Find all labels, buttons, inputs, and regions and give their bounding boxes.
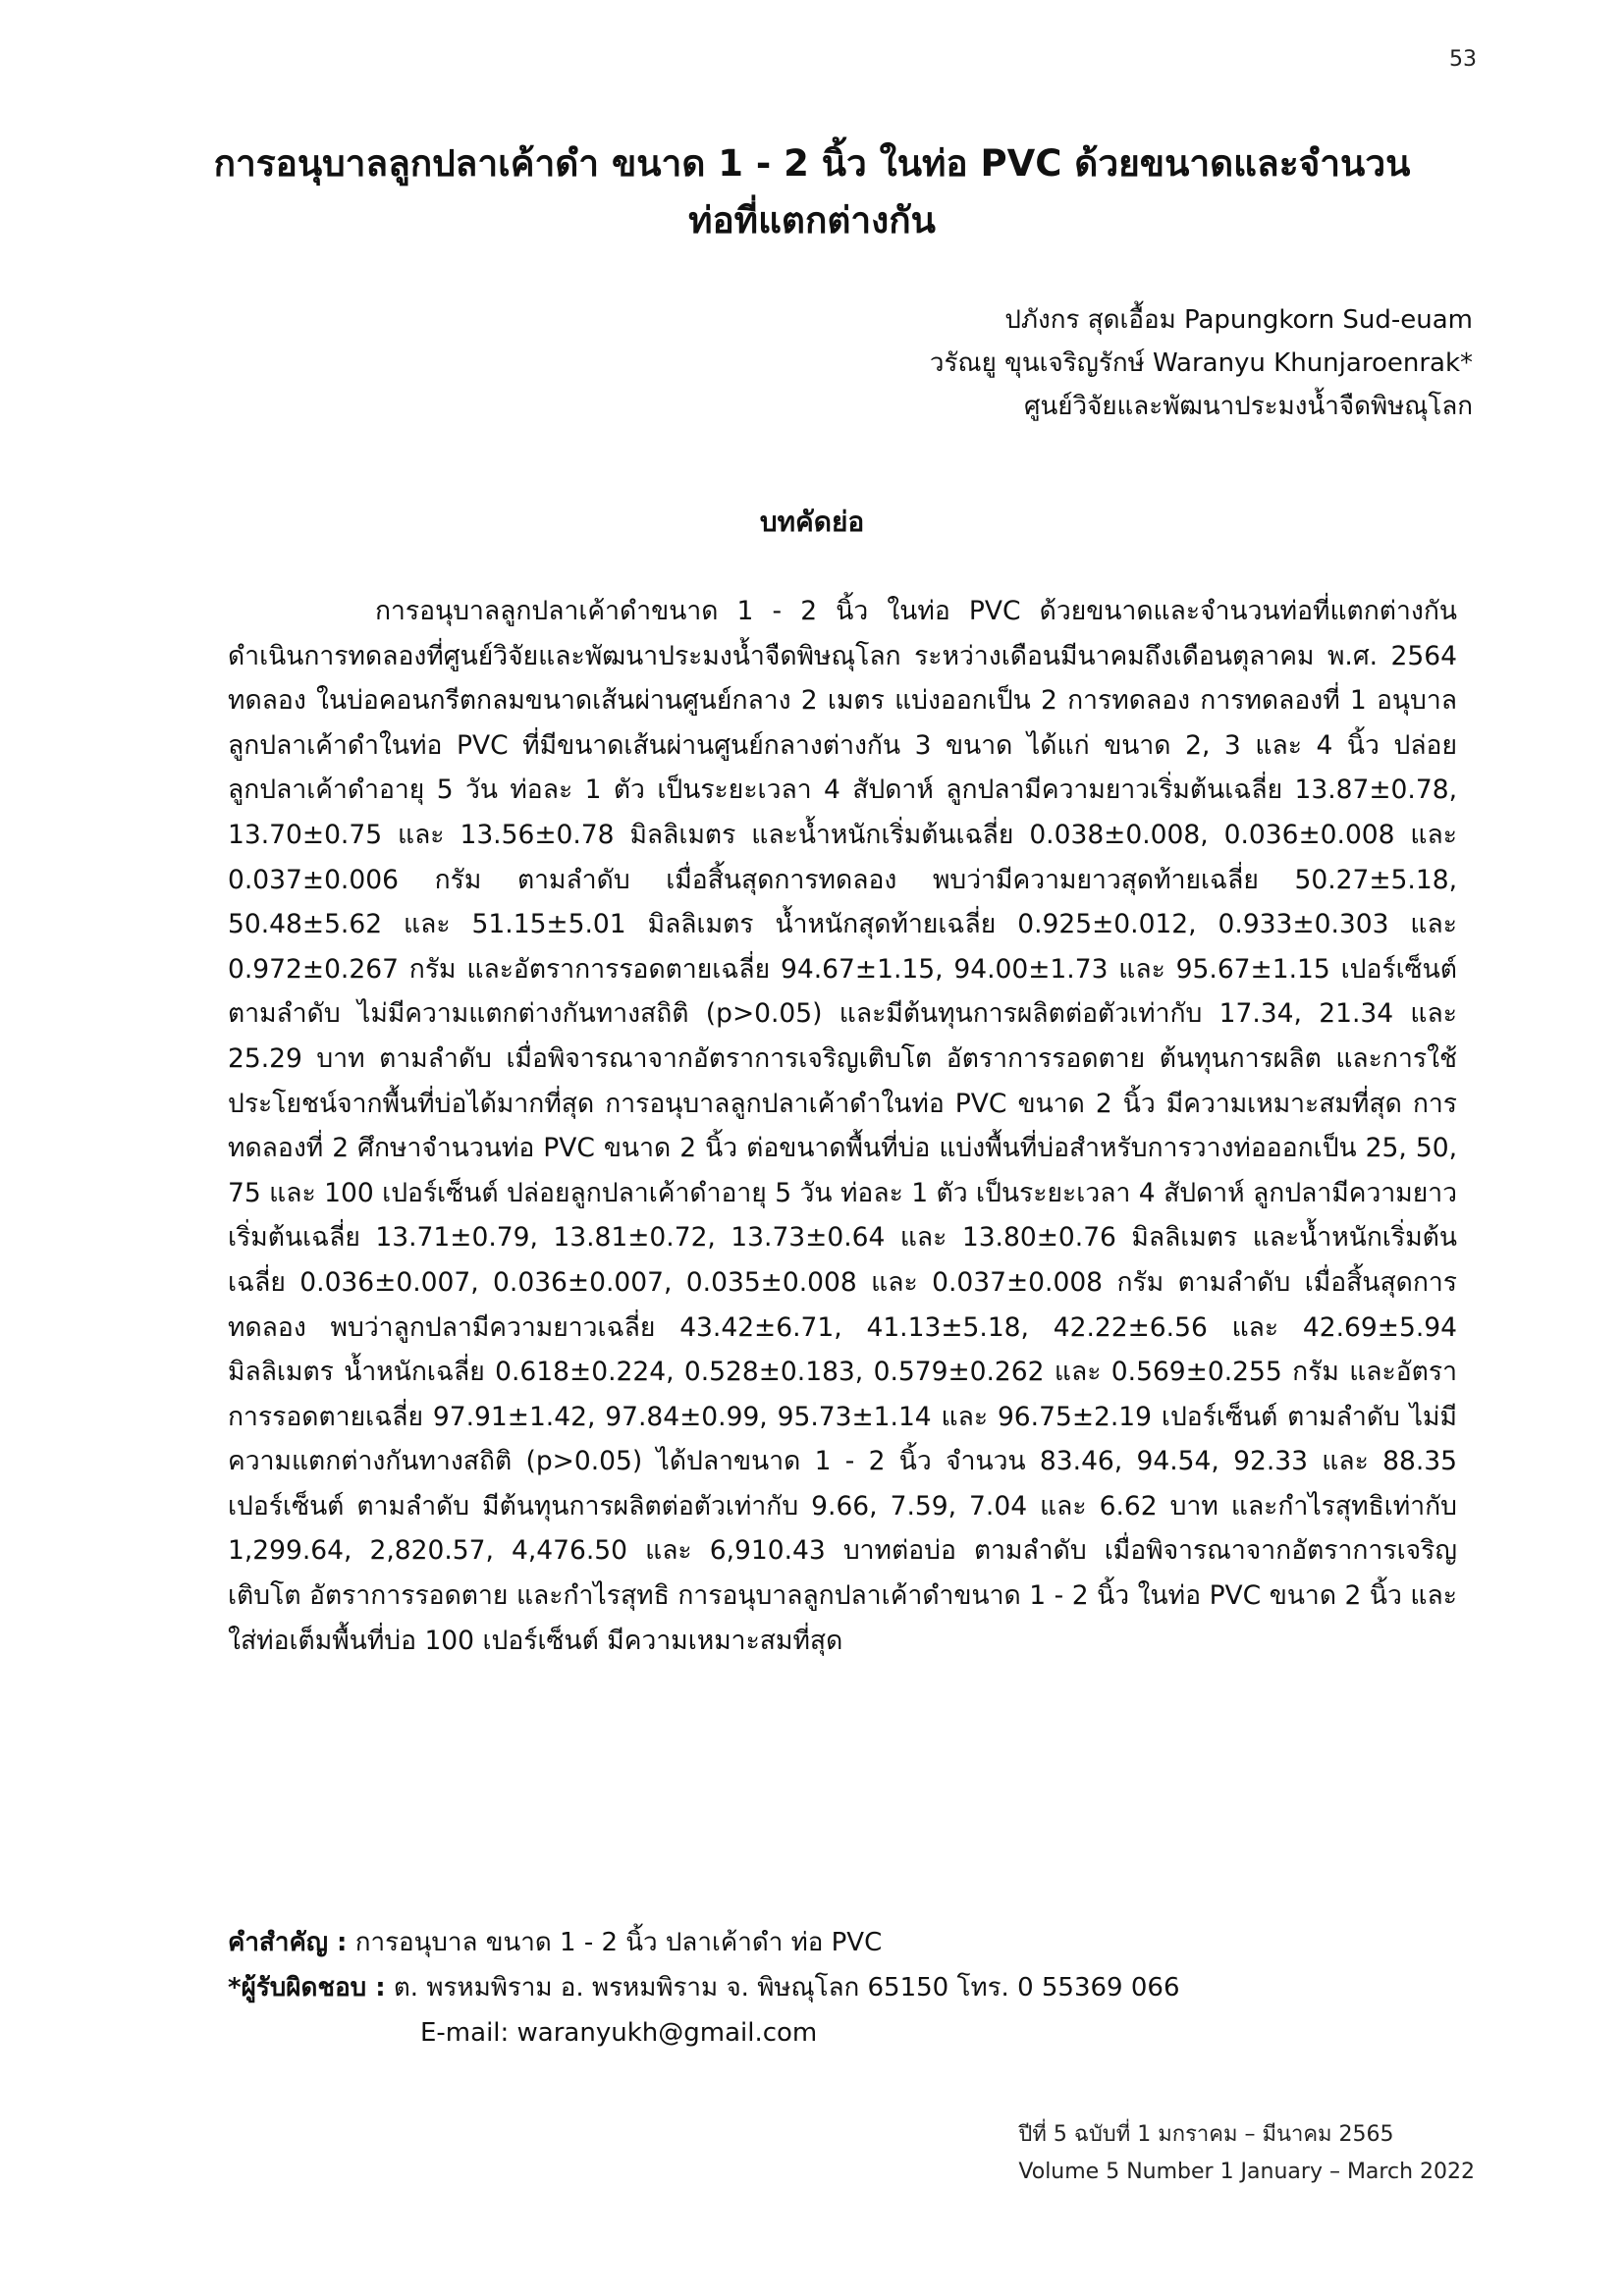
abstract-body: การอนุบาลลูกปลาเค้าดำขนาด 1 - 2 นิ้ว ในท่อ PVC ด้วยขนาดและจำนวนท่อที่แตกต่างกัน ดำเนินการทดลองที่ศูนย์วิจัยและพัฒนาประมงน้ำจืดพิษณุโลก ระหว่างเดือนมีนาคมถึงเดือนตุลาคม พ.ศ. 2564 ทดลอง ในบ่อคอนกรีตกลมขนาดเส้นผ่านศูนย์กลาง 2 เมตร แบ่งออกเป็น 2 การทดลอง การทดลองที่ 1 อนุบาลลูกปลาเค้าดำในท่อ PVC ที่มีขนาดเส้นผ่านศูนย์กลางต่างกัน 3 ขนาด ได้แก่ ขนาด 2, 3 และ 4 นิ้ว ปล่อยลูกปลาเค้าดำอายุ 5 วัน ท่อละ 1 ตัว เป็นระยะเวลา 4 สัปดาห์ ลูกปลามีความยาวเริ่มต้นเฉลี่ย 13.87±0.78, 13.70±0.75 และ 13.56±0.78 มิลลิเมตร และน้ำหนักเริ่มต้นเฉลี่ย 0.038±0.008, 0.036±0.008 และ 0.037±0.006 กรัม ตามลำดับ เมื่อสิ้นสุดการทดลอง พบว่ามีความยาวสุดท้ายเฉลี่ย 50.27±5.18, 50.48±5.62 และ 51.15±5.01 มิลลิเมตร น้ำหนักสุดท้ายเฉลี่ย 0.925±0.012, 0.933±0.303 และ 0.972±0.267 กรัม และอัตราการรอดตายเฉลี่ย 94.67±1.15, 94.00±1.73 และ 95.67±1.15 เปอร์เซ็นต์ ตามลำดับ ไม่มีความแตกต่างกันทางสถิติ (p>0.05) และมีต้นทุนการผลิตต่อตัวเท่ากับ 17.34, 21.34 และ 25.29 บาท ตามลำดับ เมื่อพิจารณาจากอัตราการเจริญเติบโต อัตราการรอดตาย ต้นทุนการผลิต และการใช้ประโยชน์จากพื้นที่บ่อได้มากที่สุด การอนุบาลลูกปลาเค้าดำในท่อ PVC ขนาด 2 นิ้ว มีความเหมาะสมที่สุด การทดลองที่ 2 ศึกษาจำนวนท่อ PVC ขนาด 2 นิ้ว ต่อขนาดพื้นที่บ่อ แบ่งพื้นที่บ่อสำหรับการวางท่อออกเป็น 25, 50, 75 และ 100 เปอร์เซ็นต์ ปล่อยลูกปลาเค้าดำอายุ 5 วัน ท่อละ 1 ตัว เป็นระยะเวลา 4 สัปดาห์ ลูกปลามีความยาวเริ่มต้นเฉลี่ย 13.71±0.79, 13.81±0.72, 13.73±0.64 และ 13.80±0.76 มิลลิเมตร และน้ำหนักเริ่มต้นเฉลี่ย 0.036±0.007, 0.036±0.007, 0.035±0.008 และ 0.037±0.008 กรัม ตามลำดับ เมื่อสิ้นสุดการทดลอง พบว่าลูกปลามีความยาวเฉลี่ย 43.42±6.71, 41.13±5.18, 42.22±6.56 และ 42.69±5.94 มิลลิเมตร น้ำหนักเฉลี่ย 0.618±0.224, 0.528±0.183, 0.579±0.262 และ 0.569±0.255 กรัม และอัตราการรอดตายเฉลี่ย 97.91±1.42, 97.84±0.99, 95.73±1.14 และ 96.75±2.19 เปอร์เซ็นต์ ตามลำดับ ไม่มีความแตกต่างกันทางสถิติ (p>0.05) ได้ปลาขนาด 1 - 2 นิ้ว จำนวน 83.46, 94.54, 92.33 และ 88.35 เปอร์เซ็นต์ ตามลำดับ มีต้นทุนการผลิตต่อตัวเท่ากับ 9.66, 7.59, 7.04 และ 6.62 บาท และกำไรสุทธิเท่ากับ 1,299.64, 2,820.57, 4,476.50 และ 6,910.43 บาทต่อบ่อ ตามลำดับ เมื่อพิจารณาจากอัตราการเจริญเติบโต อัตราการรอดตาย และกำไรสุทธิ การอนุบาลลูกปลาเค้าดำขนาด 1 - 2 นิ้ว ในท่อ PVC ขนาด 2 นิ้ว และใส่ท่อเต็มพื้นที่บ่อ 100 เปอร์เซ็นต์ มีความเหมาะสมที่สุด [228,596,1457,1656]
author-block [930,298,1473,428]
footer-english: Volume 5 Number 1 January – March 2022 [1018,2160,1475,2184]
affiliation: ศูนย์วิจัยและพัฒนาประมงน้ำจืดพิษณุโลก [1023,392,1473,421]
keywords-value: การอนุบาล ขนาด 1 - 2 นิ้ว ปลาเค้าดำ ท่อ PVC [354,1928,883,1957]
correspondence-label: *ผู้รับผิดชอบ : [228,1973,386,2002]
correspondence-address: ต. พรหมพิราม อ. พรหมพิราม จ. พิษณุโลก 65150 โทร. 0 55369 066 [393,1973,1180,2002]
journal-footer [1018,2116,1475,2191]
author-1: ปภังกร สุดเอื้อม Papungkorn Sud-euam [1004,305,1473,335]
paper-title: การอนุบาลลูกปลาเค้าดำ ขนาด 1 - 2 นิ้ว ในท่อ PVC ด้วยขนาดและจำนวนท่อที่แตกต่างกัน [213,142,1411,241]
abstract-heading: บทคัดย่อ [759,506,865,538]
page-number: 53 [1449,47,1477,72]
keywords-line [228,1920,1457,1965]
author-2: วรัณยู ขุนเจริญรักษ์ Waranyu Khunjaroenrak* [929,348,1473,378]
correspondence-line [228,1965,1457,2010]
keywords-section [228,1920,1457,2056]
footer-thai: ปีที่ 5 ฉบับที่ 1 มกราคม – มีนาคม 2565 [1018,2122,1394,2147]
keywords-label: คำสำคัญ : [228,1928,348,1957]
email-line: E-mail: waranyukh@gmail.com [420,2018,818,2048]
